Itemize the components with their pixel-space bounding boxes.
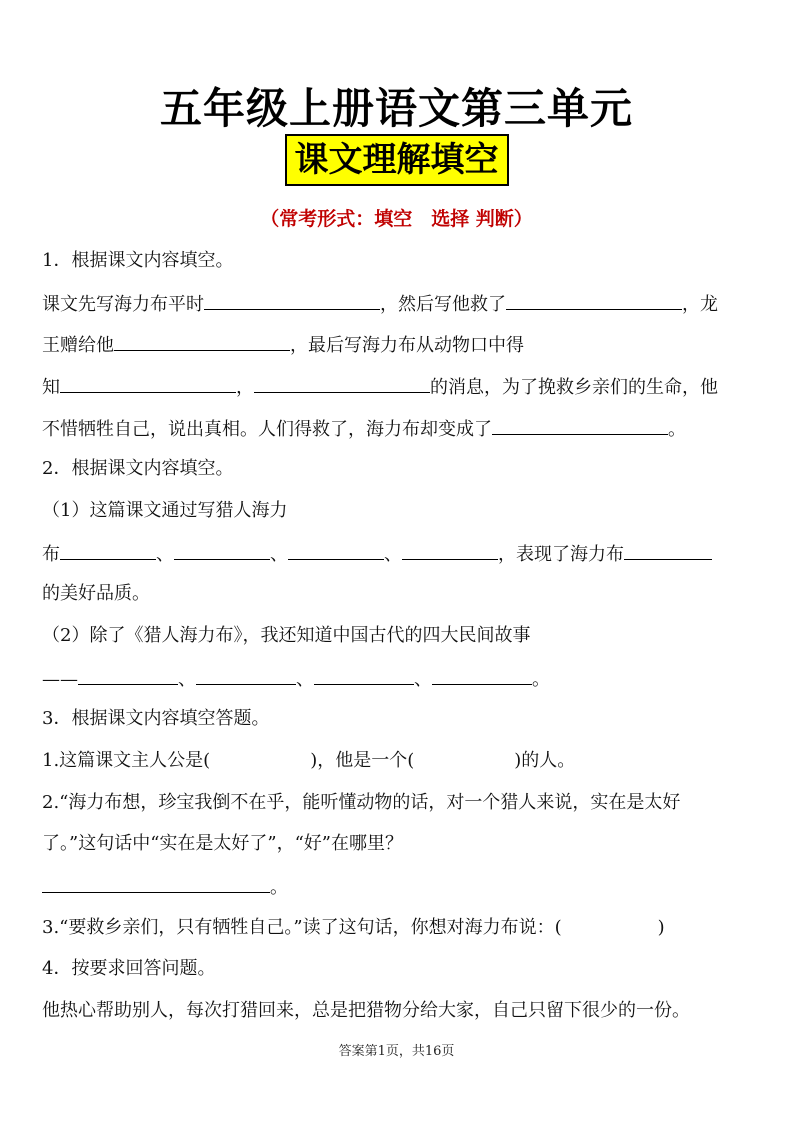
q1-line-3	[42, 374, 718, 400]
q1-text: 。	[668, 419, 686, 440]
q2-part1: （1）这篇课文通过写猎人海力	[42, 500, 288, 521]
answer-blank[interactable]	[432, 666, 532, 685]
answer-blank[interactable]	[78, 666, 178, 685]
answer-blank[interactable]	[60, 374, 236, 393]
q2-text: 。	[532, 669, 550, 690]
separator: 、	[384, 544, 402, 565]
subtitle-wrap	[0, 134, 793, 186]
answer-blank[interactable]	[288, 541, 384, 560]
q2-heading: 2．根据课文内容填空。	[42, 458, 234, 479]
q3-text: 。	[270, 877, 288, 898]
answer-blank[interactable]	[314, 666, 414, 685]
page-title: 五年级上册语文第三单元	[159, 84, 633, 133]
answer-blank[interactable]	[492, 416, 668, 435]
answer-blank[interactable]	[624, 541, 712, 560]
answer-blank[interactable]	[254, 374, 430, 393]
q3-text: 3.“要救乡亲们，只有牺牲自己。”读了这句话，你想对海力布说：(	[42, 917, 562, 938]
answer-blank[interactable]	[174, 541, 270, 560]
separator: 、	[178, 669, 196, 690]
q1-line-2	[42, 332, 524, 358]
answer-blank[interactable]	[506, 291, 682, 310]
q2-text: 布	[42, 544, 60, 565]
dash: ——	[42, 669, 78, 690]
q3-text: )，他是一个(	[310, 750, 415, 771]
q3-text: )的人。	[514, 750, 576, 771]
q3-sub-2-answer	[42, 874, 288, 900]
q1-text: 不惜牺牲自己，说出真相。人们得救了，海力布却变成了	[42, 419, 492, 440]
q1-text: ，	[236, 377, 254, 398]
q2-part1-line-2	[42, 541, 712, 567]
q3-text: 1.这篇课文主人公是(	[42, 750, 211, 771]
answer-blank[interactable]	[60, 541, 156, 560]
q1-text: 知	[42, 377, 60, 398]
q1-text: 的消息，为了挽救乡亲们的生命，他	[430, 377, 718, 398]
separator: 、	[296, 669, 314, 690]
separator: 、	[156, 544, 174, 565]
subtitle-highlight: 课文理解填空	[285, 134, 509, 186]
answer-blank[interactable]	[196, 666, 296, 685]
q3-sub-3	[42, 916, 665, 940]
q3-sub-1	[42, 749, 575, 773]
exam-format-note: （常考形式：填空 选择 判断）	[260, 208, 533, 230]
separator: 、	[270, 544, 288, 565]
q1-text: 课文先写海力布平时	[42, 294, 204, 315]
q1-text: ，龙	[682, 294, 718, 315]
q2-part2: （2）除了《猎人海力布》，我还知道中国古代的四大民间故事	[42, 625, 531, 646]
q1-heading: 1．根据课文内容填空。	[42, 250, 234, 271]
q1-line-1	[42, 291, 718, 317]
q3-sub-2-line-2: 了。”这句话中“实在是太好了”，“好”在哪里？	[42, 833, 404, 854]
q4-text: 他热心帮助别人，每次打猎回来，总是把猎物分给大家，自己只留下很少的一份。	[42, 1000, 690, 1021]
q4-heading: 4．按要求回答问题。	[42, 958, 216, 979]
answer-blank[interactable]	[42, 874, 270, 893]
q3-heading: 3．根据课文内容填空答题。	[42, 708, 270, 729]
q3-text: )	[657, 917, 665, 938]
q1-text: ，然后写他救了	[380, 294, 506, 315]
answer-blank[interactable]	[204, 291, 380, 310]
q2-part2-line-2	[42, 666, 550, 692]
q1-line-4	[42, 416, 686, 442]
q1-text: ，最后写海力布从动物口中得	[290, 335, 524, 356]
page-footer: 答案第1页，共16页	[338, 1044, 455, 1059]
separator: 、	[414, 669, 432, 690]
answer-blank[interactable]	[114, 332, 290, 351]
q2-text: ，表现了海力布	[498, 544, 624, 565]
q3-sub-2: 2.“海力布想，珍宝我倒不在乎，能听懂动物的话，对一个猎人来说，实在是太好	[42, 792, 681, 813]
q1-text: 王赠给他	[42, 335, 114, 356]
answer-blank[interactable]	[402, 541, 498, 560]
q2-part1-line-3: 的美好品质。	[42, 583, 150, 604]
